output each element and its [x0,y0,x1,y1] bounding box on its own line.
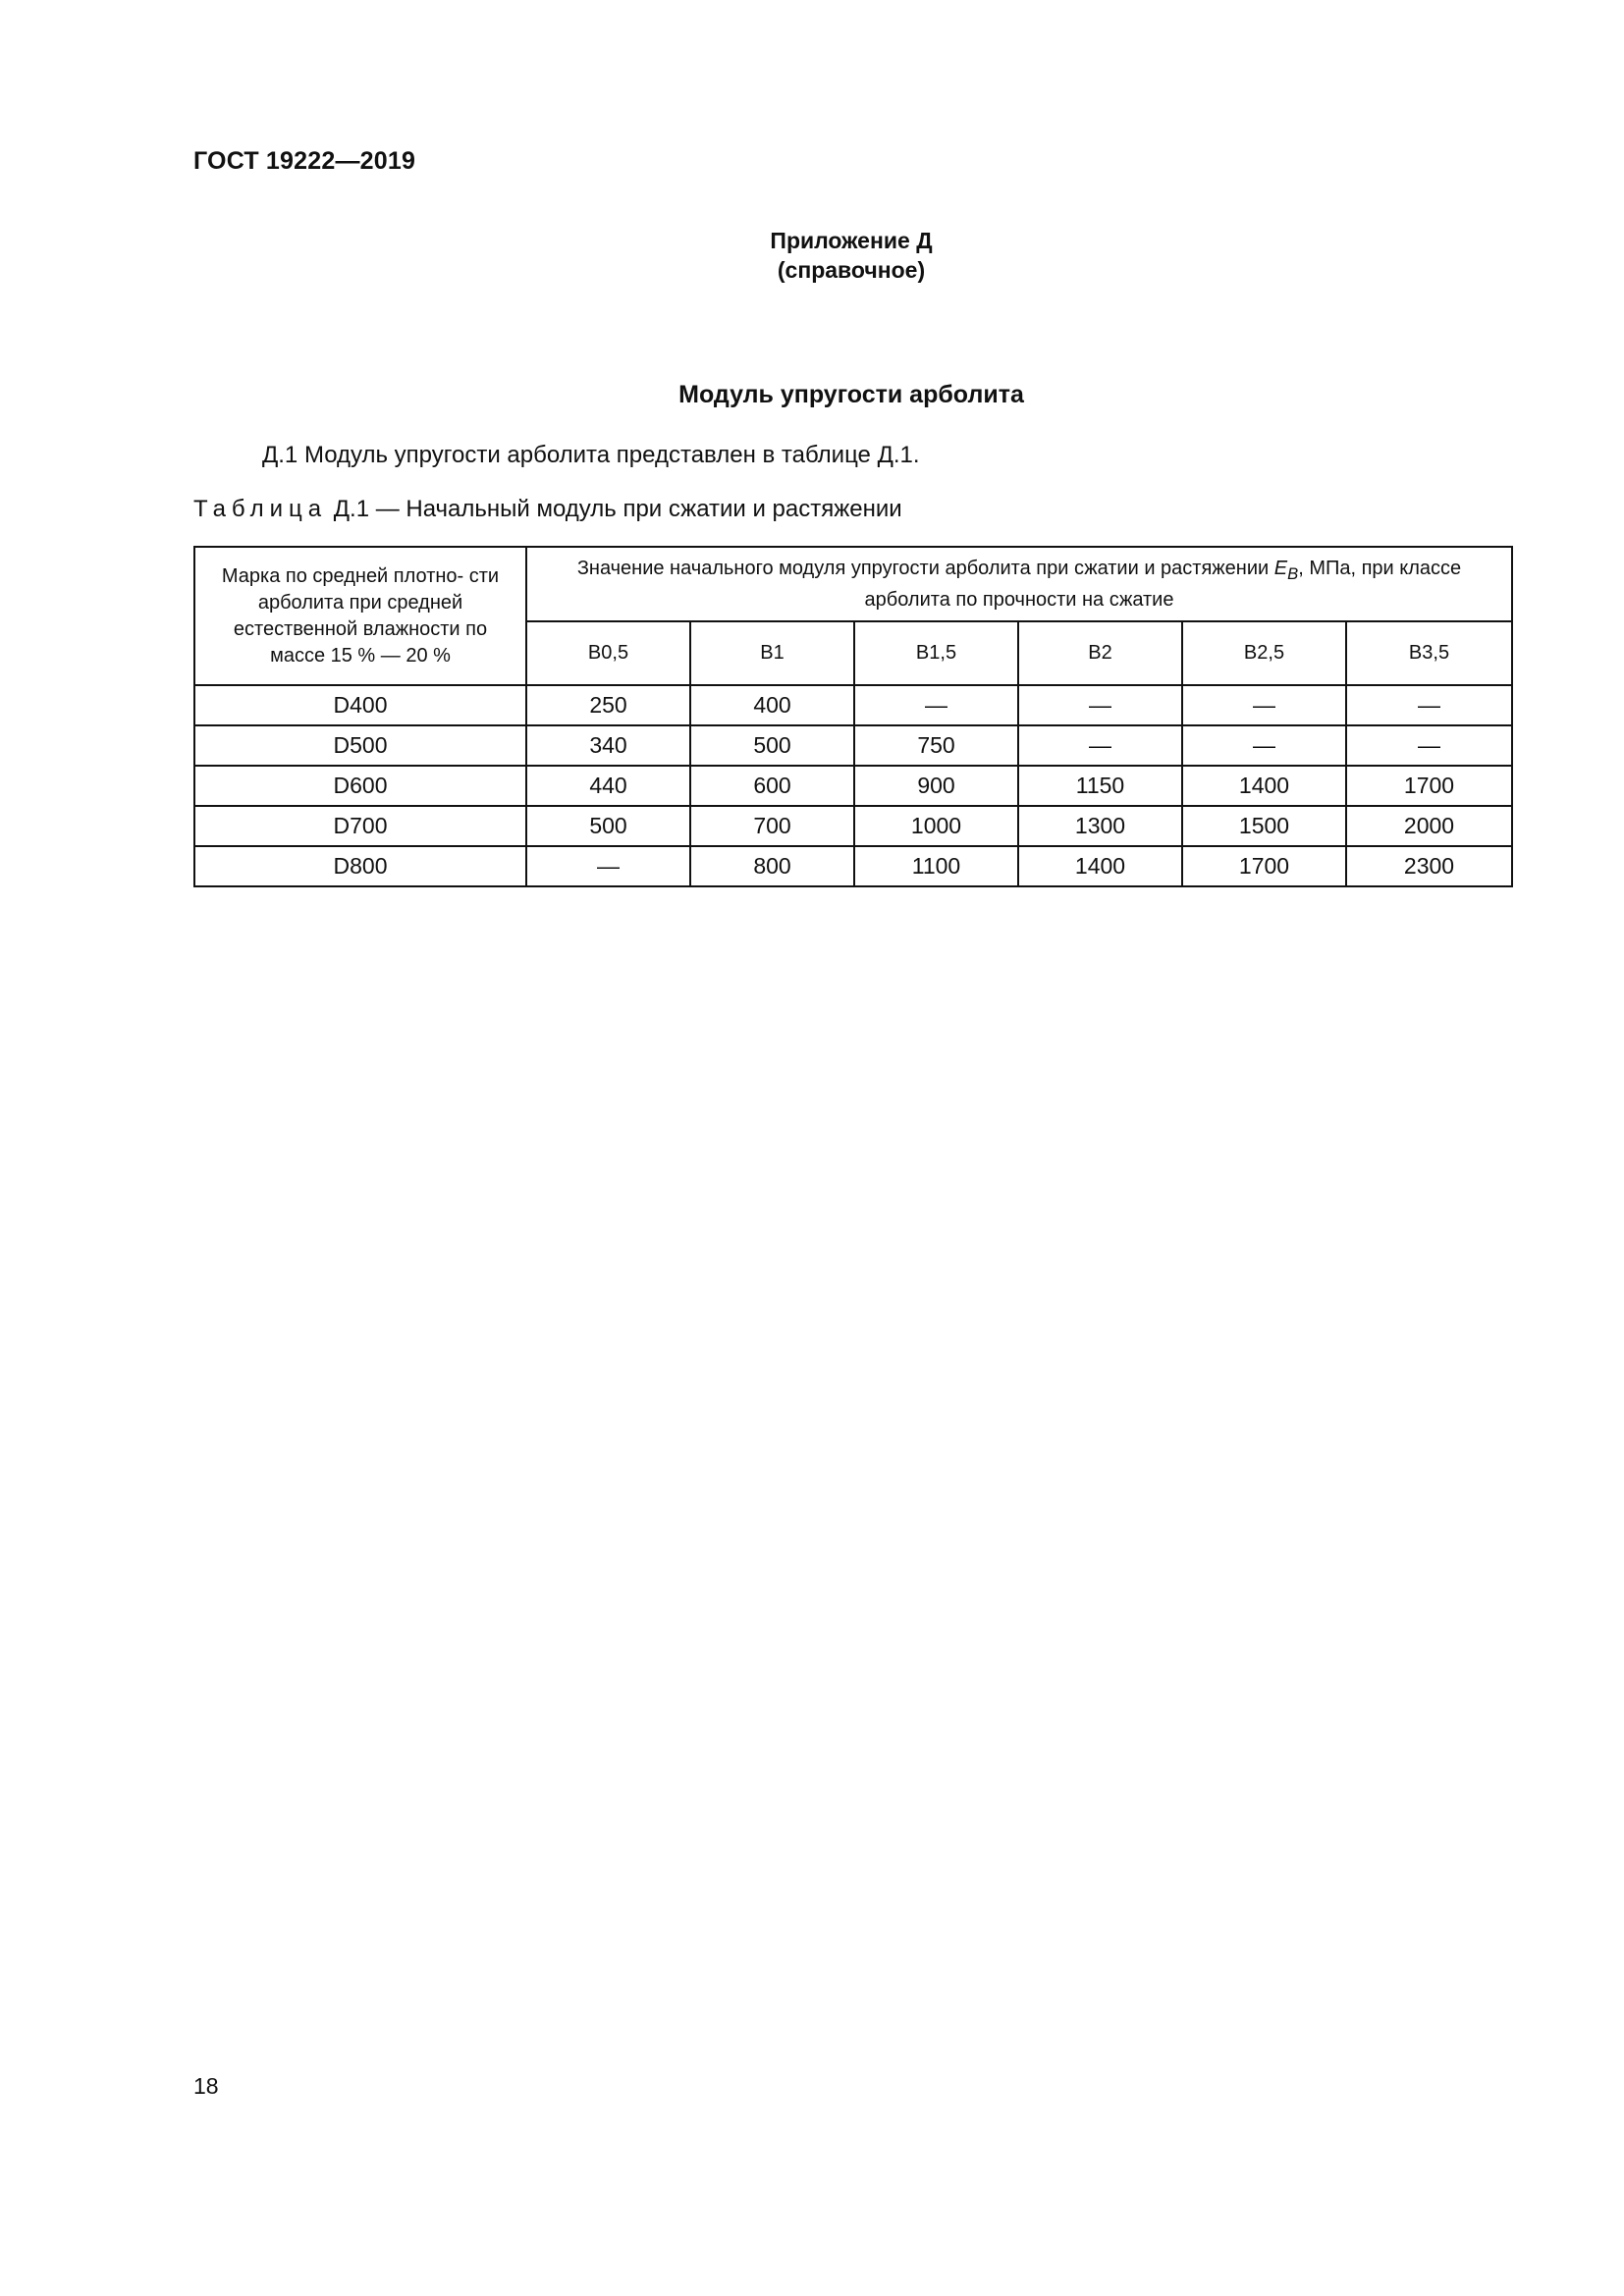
modulus-group-header [526,547,1512,621]
table-caption-text: Д.1 — Начальный модуль при сжатии и растяжении [327,496,902,522]
class-header-cell: В2 [1018,621,1182,685]
class-header-cell: В0,5 [526,621,690,685]
class-header-cell: В3,5 [1346,621,1512,685]
value-cell: 900 [854,766,1018,806]
value-cell: 700 [690,806,854,846]
section-title: Модуль упругости арболита [678,381,1024,408]
grade-column-header: Марка по средней плотно- сти арболита при средней естественной влажности по массе 15 % — 20 % [194,547,526,685]
table-row [194,725,1512,766]
table-row [194,846,1512,886]
value-cell: — [526,846,690,886]
value-cell: 1700 [1182,846,1346,886]
grade-cell: D700 [194,806,526,846]
document-code: ГОСТ 19222—2019 [193,147,416,175]
appendix-title: Приложение Д [770,228,933,253]
value-cell: — [1346,725,1512,766]
value-cell: — [1346,685,1512,725]
value-cell: 250 [526,685,690,725]
group-header-text-1: Значение начального модуля упругости арболита при сжатии и растяжении [576,557,1274,579]
grade-cell: D600 [194,766,526,806]
value-cell: 2000 [1346,806,1512,846]
grade-cell: D500 [194,725,526,766]
value-cell: 440 [526,766,690,806]
class-header-cell: В1,5 [854,621,1018,685]
value-cell: 2300 [1346,846,1512,886]
table-caption-prefix: Таблица [193,496,328,522]
table-row [194,806,1512,846]
group-header-symbol: E [1273,557,1288,579]
appendix-heading [193,226,1509,285]
table-caption [193,496,902,523]
value-cell: 1100 [854,846,1018,886]
group-header-text-2: , МПа, при классе арболита по прочности на сжатие [864,557,1462,611]
table-row [194,766,1512,806]
class-header-cell: В2,5 [1182,621,1346,685]
value-cell: 750 [854,725,1018,766]
value-cell: 1300 [1018,806,1182,846]
value-cell: — [1182,725,1346,766]
value-cell: 1150 [1018,766,1182,806]
appendix-note: (справочное) [777,257,926,283]
page-number: 18 [193,2073,219,2099]
value-cell: 800 [690,846,854,886]
value-cell: 1400 [1182,766,1346,806]
grade-cell: D800 [194,846,526,886]
value-cell: 500 [690,725,854,766]
modulus-table [193,546,1513,887]
value-cell: 500 [526,806,690,846]
value-cell: 1400 [1018,846,1182,886]
group-header-subscript: B [1287,563,1299,583]
value-cell: — [1182,685,1346,725]
value-cell: — [1018,725,1182,766]
value-cell: 1000 [854,806,1018,846]
value-cell: 1500 [1182,806,1346,846]
intro-paragraph: Д.1 Модуль упругости арболита представлен в таблице Д.1. [262,442,920,468]
value-cell: 340 [526,725,690,766]
value-cell: 1700 [1346,766,1512,806]
class-header-cell: В1 [690,621,854,685]
value-cell: — [1018,685,1182,725]
grade-cell: D400 [194,685,526,725]
table-row [194,685,1512,725]
value-cell: — [854,685,1018,725]
value-cell: 400 [690,685,854,725]
value-cell: 600 [690,766,854,806]
